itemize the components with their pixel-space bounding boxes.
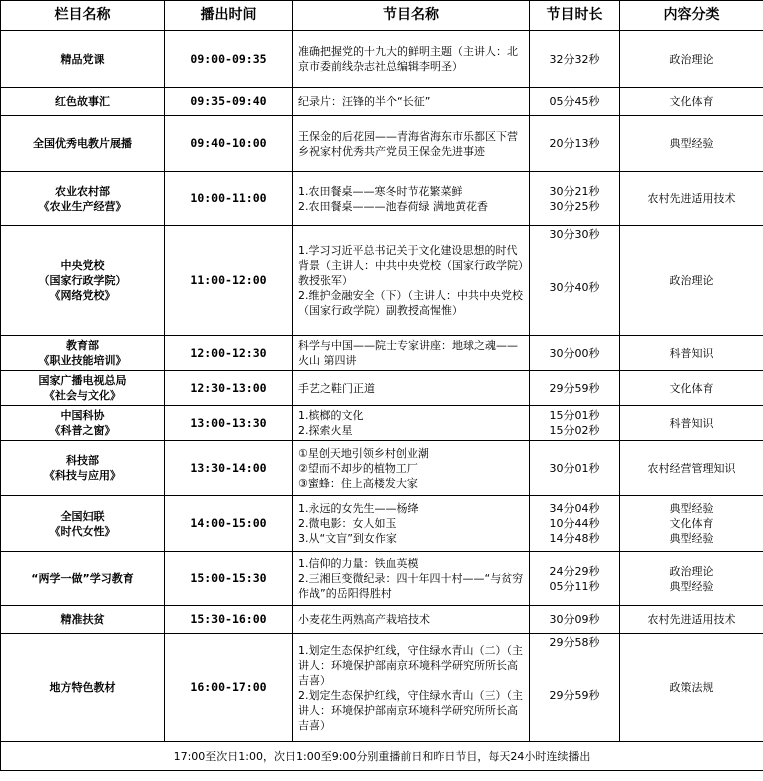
program-title: 2.探索火星 [298,424,353,437]
column-name-line: 中国科协 [60,409,105,422]
footer-row [1,742,763,771]
program-title: 2.维护金融安全（下）（主讲人：中共中央党校（国家行政学院）副教授高惺惟） [298,289,523,317]
duration-value: 29分59秒 [549,381,600,395]
duration-cell [530,606,620,634]
category-value: 科普知识 [669,346,714,360]
duration-cell [530,226,620,336]
program-title: ②望而不却步的植物工厂 [298,461,418,475]
column-name-line: 国家广播电视总局 [38,374,127,387]
header-row [1,1,763,31]
air-time-cell: 16:00-17:00 [165,634,293,742]
column-name-line: 地方特色教材 [49,681,116,694]
air-time-cell: 12:30-13:00 [165,371,293,406]
category-value: 政治理论 [669,564,714,578]
category-cell [620,88,763,116]
category-value: 文化体育 [669,95,714,108]
column-name-line: 《社会与文化》 [44,389,121,402]
duration-value: 30分00秒 [549,346,600,360]
duration-value: 05分45秒 [549,95,600,108]
air-time-cell: 11:00-12:00 [165,226,293,336]
column-name-cell [1,406,165,441]
program-title: 准确把握党的十九大的鲜明主题（主讲人：北京市委前线杂志社总编辑李明圣） [298,45,518,73]
header-program: 节目名称 [293,1,530,31]
duration-value: 29分58秒 [549,636,600,649]
duration-value: 30分40秒 [549,281,600,294]
column-name-line: 科技部 [66,454,99,467]
table-row [1,116,763,172]
category-value: 文化体育 [669,517,714,530]
column-name-line: 《网络党校》 [49,289,116,302]
table-row [1,634,763,742]
category-value: 典型经验 [669,137,714,150]
header-unit: 栏目名称 [1,1,165,31]
category-value: 政治理论 [669,274,714,287]
table-row [1,496,763,552]
program-cell [293,336,530,371]
program-cell [293,31,530,88]
duration-value: 32分32秒 [549,52,600,66]
duration-value: 10分44秒 [549,517,600,530]
column-name-cell [1,31,165,88]
program-title: 科学与中国——院士专家讲座：地球之魂——火山 第四讲 [298,339,518,367]
header-time: 播出时间 [165,1,293,31]
column-name-cell [1,441,165,496]
duration-cell [530,441,620,496]
column-name-cell [1,88,165,116]
column-name-line: 精品党课 [60,52,105,66]
column-name-line: （国家行政学院） [38,274,127,287]
column-name-cell [1,336,165,371]
category-value: 典型经验 [669,532,714,545]
category-value: 政治理论 [669,52,714,66]
duration-value: 15分01秒 [549,409,600,422]
column-name-line: 《科普之窗》 [49,424,116,437]
table-row [1,552,763,606]
duration-value: 30分30秒 [549,228,600,241]
duration-value: 30分09秒 [549,613,600,626]
footer-note: 17:00至次日1:00，次日1:00至9:00分别重播前日和昨日节目，每天24小时连续播出 [1,742,763,771]
duration-cell [530,371,620,406]
air-time-cell: 09:35-09:40 [165,88,293,116]
duration-cell [530,31,620,88]
program-cell [293,606,530,634]
air-time-cell: 13:30-14:00 [165,441,293,496]
duration-cell [530,406,620,441]
column-name-cell [1,226,165,336]
category-cell [620,406,763,441]
duration-cell [530,496,620,552]
program-title: 王保金的后花园——青海省海东市乐都区下营乡祝家村优秀共产党员王保金先进事迹 [298,129,518,158]
program-title: 纪录片：汪锋的半个“长征” [298,95,431,108]
column-name-line: 农业农村部 [55,184,110,198]
duration-value: 29分59秒 [549,689,600,702]
program-cell [293,552,530,606]
program-title: 2.划定生态保护红线，守住绿水青山（三）（主讲人：环境保护部南京环境科学研究所所长高吉喜） [298,688,523,732]
program-cell [293,226,530,336]
duration-value: 20分13秒 [549,137,600,150]
duration-value: 15分02秒 [549,424,600,437]
category-cell [620,336,763,371]
program-title: 1.槟榔的文化 [298,409,364,422]
column-name-cell [1,371,165,406]
table-row [1,172,763,226]
air-time-cell: 15:30-16:00 [165,606,293,634]
program-title: 手艺之鞋门正道 [298,381,375,395]
category-cell [620,441,763,496]
column-name-line: 红色故事汇 [55,95,110,108]
duration-value: 30分01秒 [549,461,600,475]
table-row [1,31,763,88]
duration-cell [530,116,620,172]
column-name-line: 全国妇联 [60,509,105,523]
program-title: 2.三湘巨变微纪录：四十年四十村——“与贫穷作战”的岳阳得胜村 [298,572,524,600]
category-cell [620,496,763,552]
program-title: ①星创天地引领乡村创业潮 [298,446,429,460]
category-cell [620,606,763,634]
column-name-cell [1,496,165,552]
table-row [1,88,763,116]
category-cell [620,634,763,742]
table-row [1,226,763,336]
category-value: 农村经营管理知识 [647,461,736,475]
program-cell [293,406,530,441]
category-cell [620,226,763,336]
column-name-line: 中央党校 [60,259,105,272]
program-title: 2.微电影：女人如玉 [298,517,397,530]
header-category: 内容分类 [620,1,763,31]
column-name-cell [1,116,165,172]
program-title: 1.农田餐桌——寒冬时节花繁菜鲜 [298,184,463,198]
category-cell [620,31,763,88]
column-name-line: 教育部 [66,339,99,352]
header-duration: 节目时长 [530,1,620,31]
duration-cell [530,172,620,226]
program-cell [293,441,530,496]
table-row [1,336,763,371]
column-name-line: 《科技与应用》 [44,469,121,482]
category-cell [620,116,763,172]
program-cell [293,88,530,116]
program-title: 1.学习习近平总书记关于文化建设思想的时代背景（主讲人：中共中央党校（国家行政学院）教授张军） [298,244,524,287]
table-row [1,371,763,406]
category-value: 农村先进适用技术 [647,192,736,205]
category-value: 典型经验 [669,502,714,515]
column-name-cell [1,552,165,606]
duration-cell [530,552,620,606]
table-row [1,406,763,441]
program-cell [293,371,530,406]
table-row [1,606,763,634]
duration-value: 30分25秒 [549,199,600,213]
air-time-cell: 12:00-12:30 [165,336,293,371]
program-title: 2.农田餐桌———池春荷绿 满地黄花香 [298,199,488,213]
column-name-line: 《时代女性》 [49,524,116,538]
program-cell [293,634,530,742]
program-title: 小麦花生两熟高产栽培技术 [298,613,430,626]
air-time-cell: 14:00-15:00 [165,496,293,552]
duration-value: 05分11秒 [549,579,600,593]
column-name-line: 精准扶贫 [60,613,105,626]
air-time-cell: 09:40-10:00 [165,116,293,172]
column-name-cell [1,606,165,634]
column-name-line: 全国优秀电教片展播 [33,137,132,150]
column-name-line: “两学一做”学习教育 [31,572,134,585]
program-title: 1.信仰的力量：铁血英模 [298,557,419,570]
program-title: 1.划定生态保护红线，守住绿水青山（二）（主讲人：环境保护部南京环境科学研究所所长高吉喜） [298,643,523,687]
program-cell [293,496,530,552]
category-value: 科普知识 [669,416,714,430]
air-time-cell: 15:00-15:30 [165,552,293,606]
column-name-cell [1,172,165,226]
duration-value: 24分29秒 [549,564,600,578]
category-cell [620,172,763,226]
category-value: 文化体育 [669,381,714,395]
duration-cell [530,634,620,742]
column-name-line: 《农业生产经营》 [38,199,127,213]
duration-value: 14分48秒 [549,532,600,545]
duration-value: 34分04秒 [549,502,600,515]
category-cell [620,371,763,406]
category-cell [620,552,763,606]
program-title: ③蜜蜂：住上高楼发大家 [298,476,418,490]
program-title: 3.从“文盲”到女作家 [298,532,397,545]
category-value: 政策法规 [669,681,714,694]
program-title: 1.永远的女先生——杨绛 [298,502,419,515]
air-time-cell: 10:00-11:00 [165,172,293,226]
category-value: 典型经验 [669,579,714,593]
duration-cell [530,88,620,116]
category-value: 农村先进适用技术 [647,613,736,626]
table-row [1,441,763,496]
program-cell [293,116,530,172]
air-time-cell: 13:00-13:30 [165,406,293,441]
duration-cell [530,336,620,371]
air-time-cell: 09:00-09:35 [165,31,293,88]
duration-value: 30分21秒 [549,184,600,198]
column-name-line: 《职业技能培训》 [38,354,127,367]
column-name-cell [1,634,165,742]
program-cell [293,172,530,226]
